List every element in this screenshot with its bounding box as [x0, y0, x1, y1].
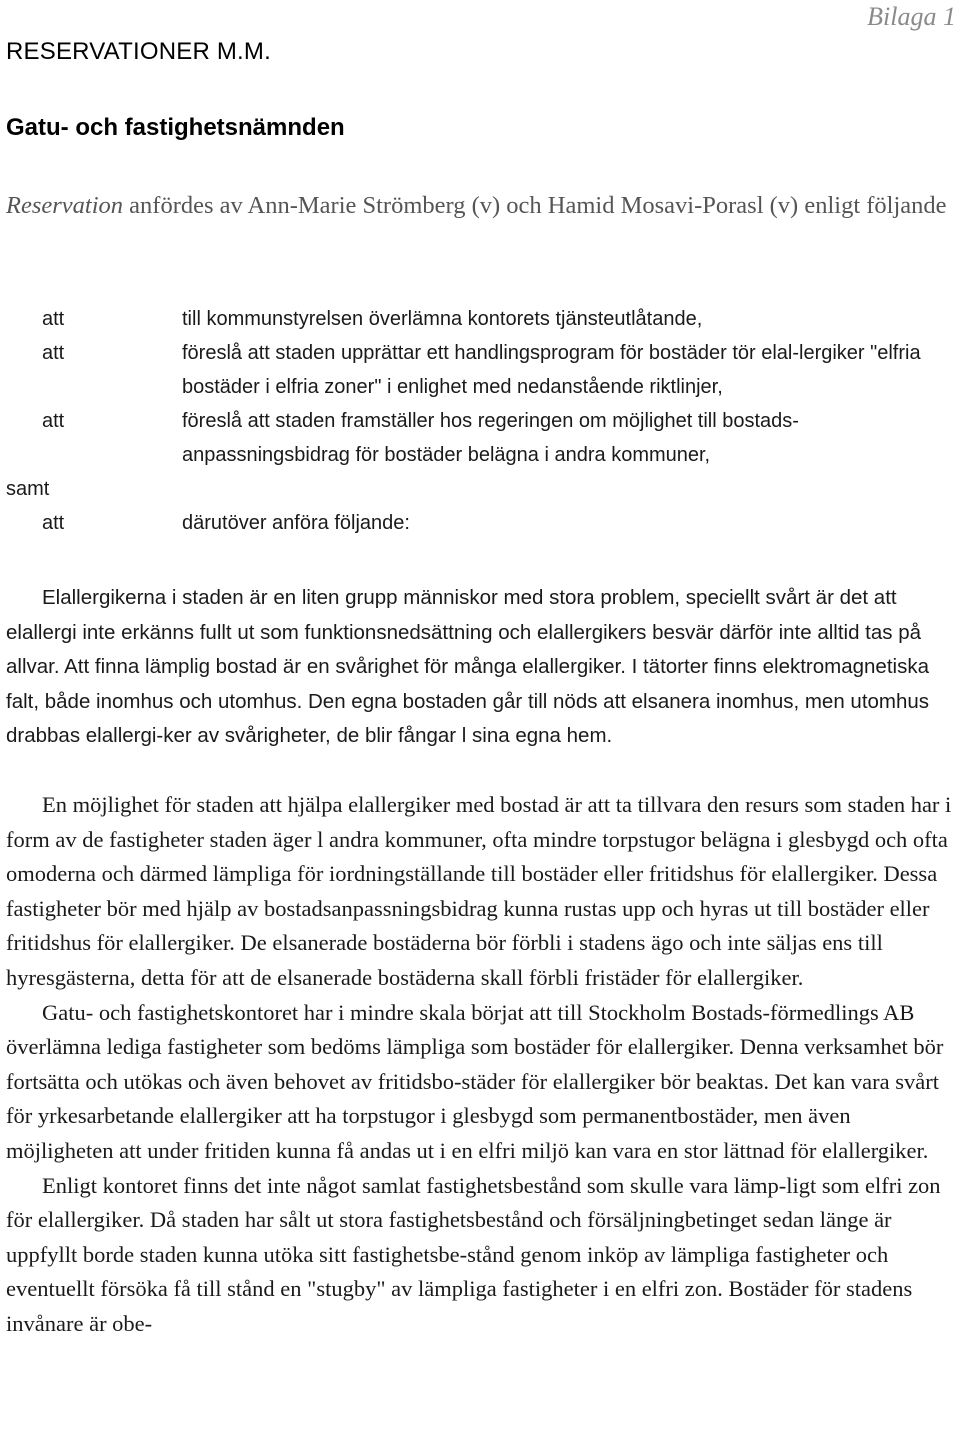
proposal-list — [6, 302, 956, 540]
proposal-text — [182, 472, 956, 506]
attachment-label: Bilaga 1 — [867, 2, 956, 31]
body-paragraph: Gatu- och fastighetskontoret har i mindre skala börjat att till Stockholm Bostads-förmedlings AB överlämna lediga fastigheter som bedöms lämpliga som bostäder för elallergiker. Denna verksamhet bör fortsätta och utökas och även behovet av fritidsbo-städer för elallergiker bör beaktas. Det kan vara svårt för yrkesarbetande elallergiker att ha torpstugor i glesbygd som permanentbostäder, men även möjligheten att under fritiden kunna få andas ut i en elfri miljö kan vara en stor lättnad för elallergiker. — [6, 999, 944, 1163]
proposal-item — [6, 506, 956, 540]
proposal-label: att — [42, 410, 65, 432]
body-paragraph-intro — [6, 581, 956, 754]
proposal-item — [6, 472, 956, 506]
proposal-item — [6, 302, 956, 336]
body-paragraph-text: Elallergikerna i staden är en liten grupp människor med stora problem, speciellt svårt är det att elallergi inte erkänns fullt ut som funktionsnedsättning och elallergikers besvär därför inte alltid tas på allvar. Att finna lämplig bostad är en svårighet för många elallergiker. I tätorter finns elektromagnetiska falt, både inomhus och utomhus. Den egna bostaden går till nöds att elsanera inomhus, men utomhus drabbas elallergi-ker av svårigheter, de blir fångar l sina egna hem. — [6, 586, 930, 747]
intro-italic-word: Reservation — [6, 192, 124, 219]
body-paragraphs — [6, 788, 956, 1342]
intro-paragraph — [6, 188, 956, 224]
proposal-text: föreslå att staden upprättar ett handlingsprogram för bostäder tör elal-lergiker "elfria bostäder i elfria zoner" i enlighet med nedanstående riktlinjer, — [182, 342, 921, 398]
proposal-label: att — [42, 342, 65, 364]
proposal-text: föreslå att staden framställer hos regeringen om möjlighet till bostads-anpassningsbidrag för bostäder belägna i andra kommuner, — [182, 410, 799, 466]
proposal-label: samt — [6, 478, 50, 500]
committee-heading: Gatu- och fastighetsnämnden — [6, 114, 345, 141]
intro-text: anfördes av Ann-Marie Strömberg (v) och Hamid Mosavi-Porasl (v) enligt följande — [123, 192, 947, 219]
proposal-text: därutöver anföra följande: — [182, 512, 410, 534]
proposal-item — [6, 336, 956, 404]
proposal-label: att — [42, 512, 65, 534]
page-title: RESERVATIONER M.M. — [6, 38, 271, 65]
proposal-item — [6, 404, 956, 472]
proposal-text: till kommunstyrelsen överlämna kontorets tjänsteutlåtande, — [182, 308, 703, 330]
body-paragraph: En möjlighet för staden att hjälpa elallergiker med bostad är att ta tillvara den resurs som staden har i form av de fastigheter staden äger l andra kommuner, ofta mindre torpstugor belägna i glesbygd och ofta omoderna och därmed lämpliga för iordningställande till bostäder eller fritidshus för elallergiker. Dessa fastigheter bör med hjälp av bostadsanpassningsbidrag kunna rustas upp och hyras ut till bostäder eller fritidshus för elallergiker. De elsanerade bostäderna bör förbli i stadens ägo och inte säljas ens till hyresgästerna, detta för att de elsanerade bostäderna skall förbli fristäder för elallergiker. — [6, 792, 952, 990]
proposal-label: att — [42, 308, 65, 330]
body-paragraph: Enligt kontoret finns det inte något samlat fastighetsbestånd som skulle vara lämp-ligt som elfri zon för elallergiker. Då staden har sålt ut stora fastighetsbestånd och försäljningbetinget sedan länge är uppfyllt borde staden kunna utöka sitt fastighetsbe-stånd genom inköp av lämpliga fastigheter och eventuellt försöka få till stånd en "stugby" av lämpliga fastigheter i en elfri zon. Bostäder för stadens invånare är obe- — [6, 1172, 941, 1336]
